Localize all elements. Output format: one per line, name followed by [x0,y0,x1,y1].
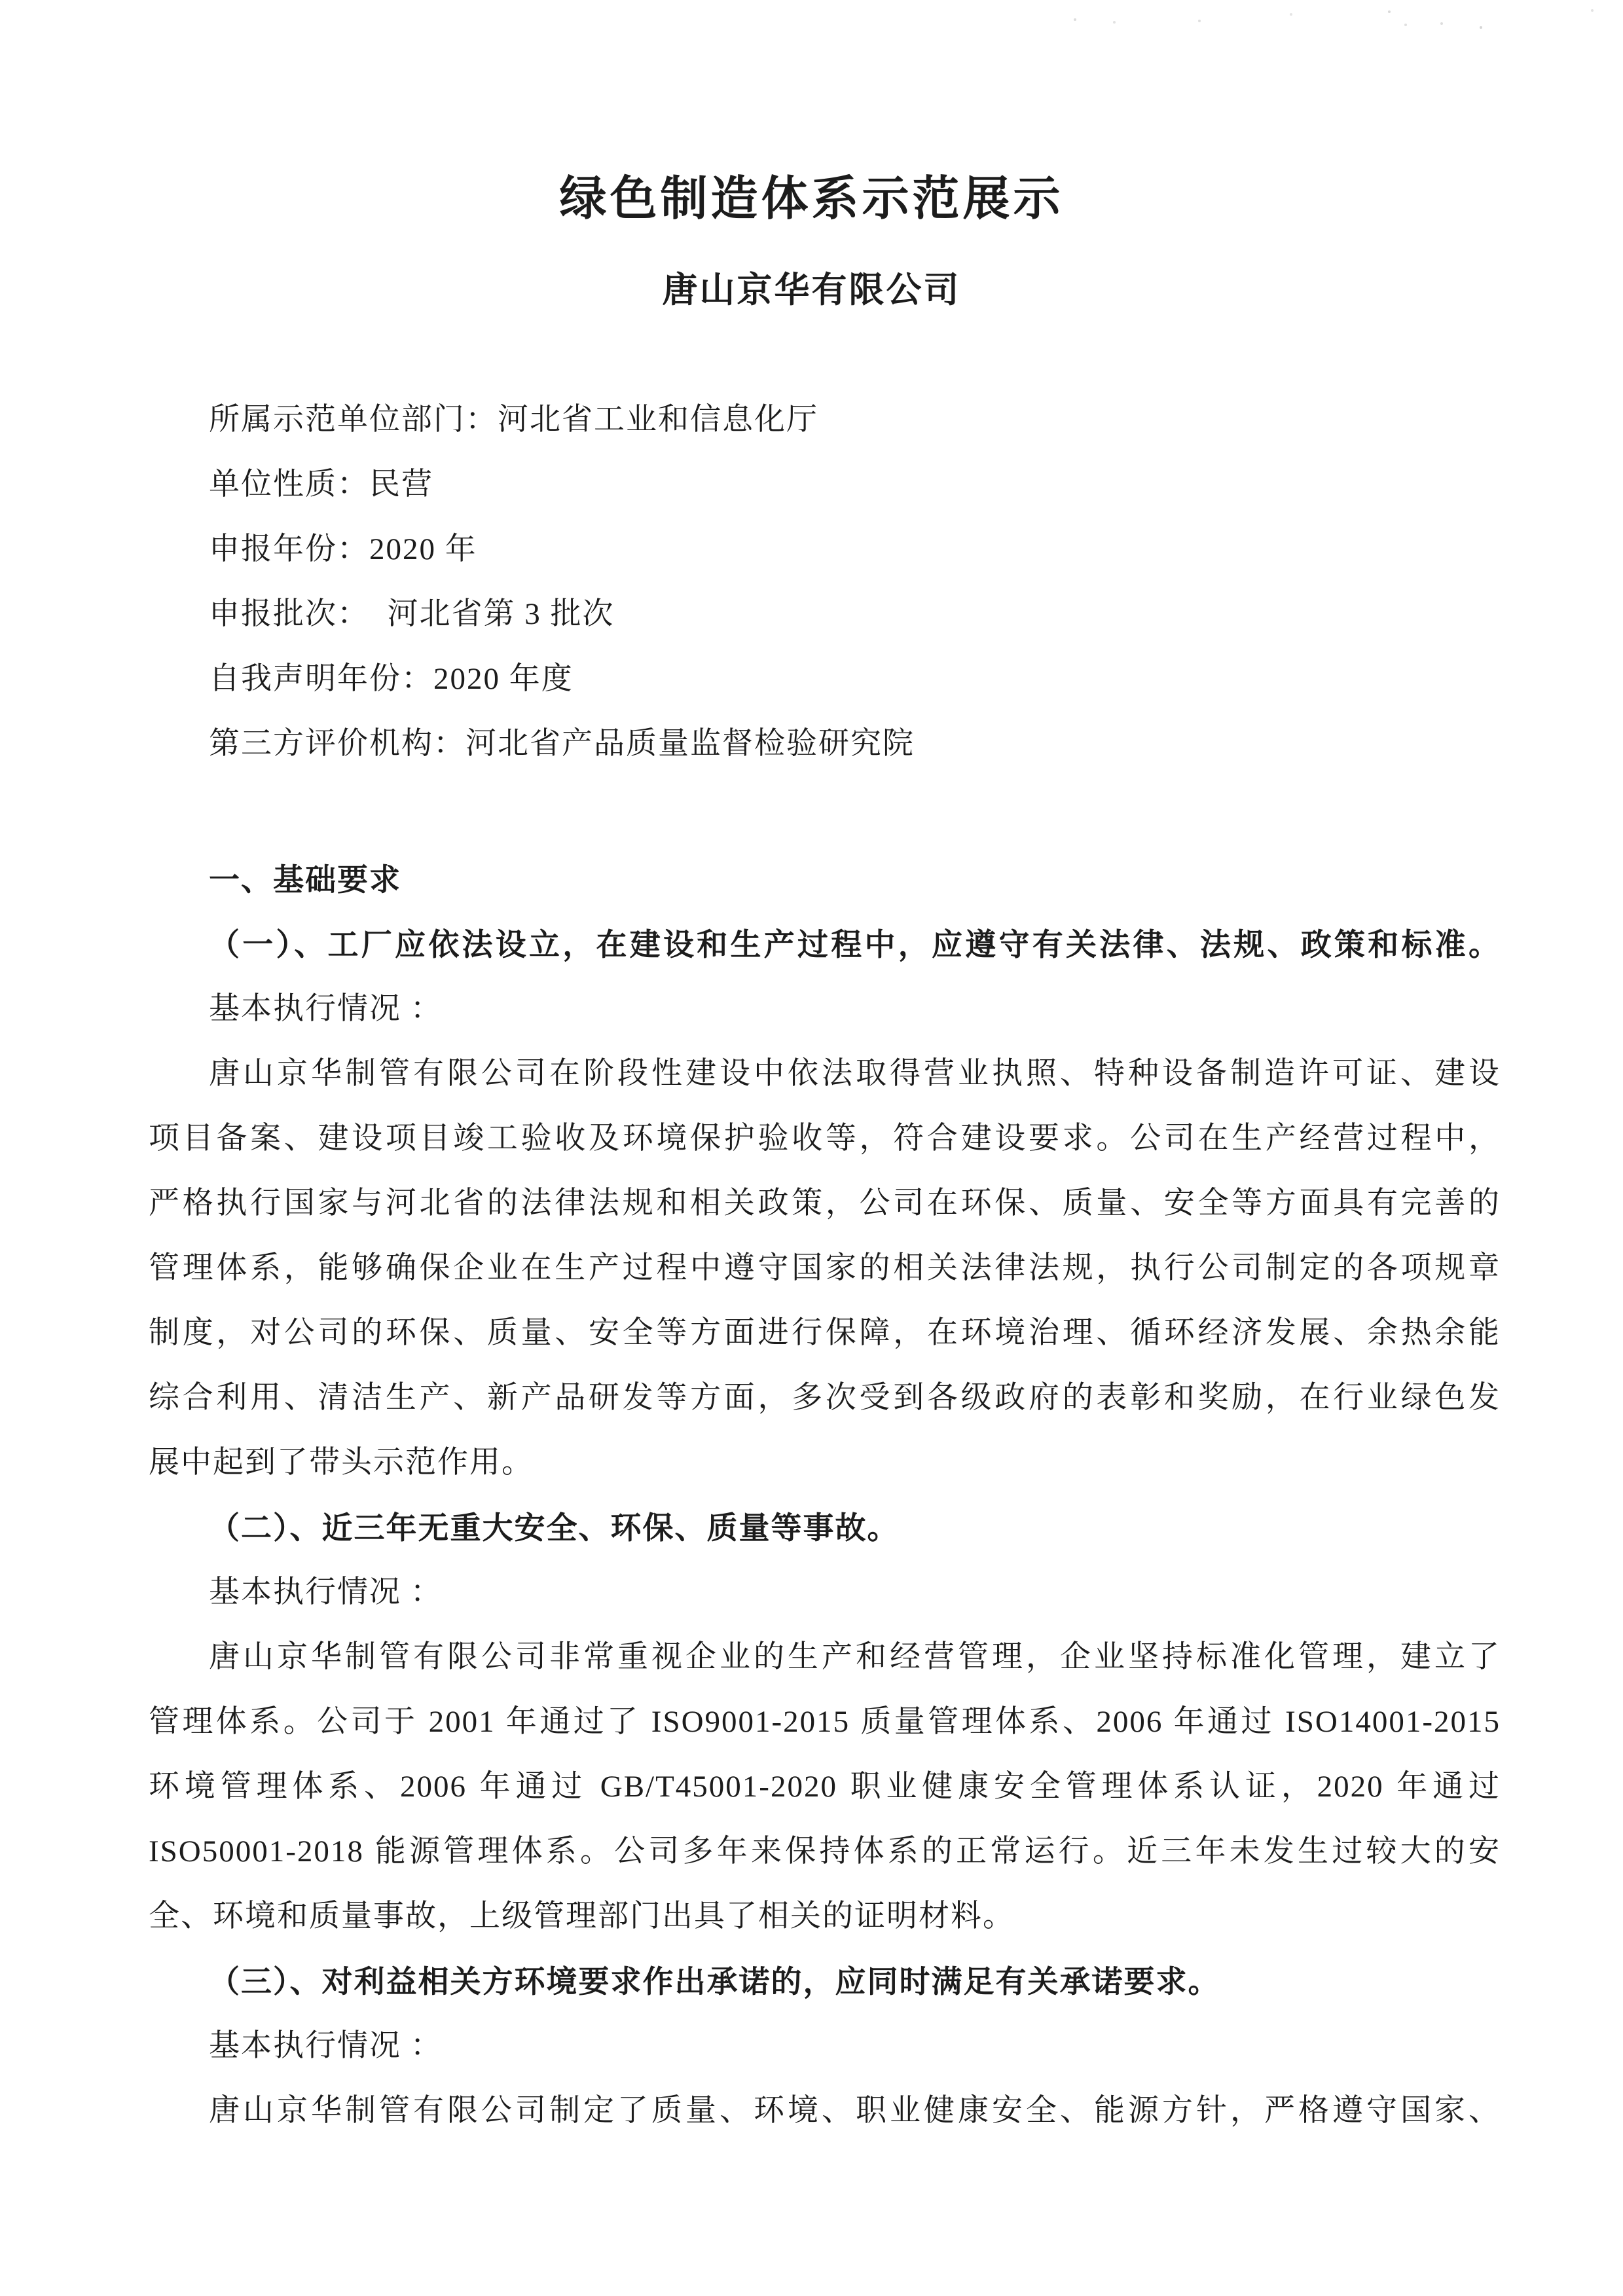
meta-line: 第三方评价机构：河北省产品质量监督检验研究院 [209,727,915,761]
body-line: 全、环境和质量事故，上级管理部门出具了相关的证明材料。 [149,1899,1015,1933]
body-line: 综合利用、清洁生产、新产品研发等方面，多次受到各级政府的表彰和奖励，在行业绿色发 [149,1381,1501,1415]
section-heading: 一、基础要求 [209,862,401,897]
document-title: 绿色制造体系示范展示 [559,173,1064,225]
body-line: ISO50001-2018 能源管理体系。公司多年来保持体系的正常运行。近三年未发生过较大的安 [149,1834,1501,1868]
body-line: 唐山京华制管有限公司制定了质量、环境、职业健康安全、能源方针，严格遵守国家、 [209,2094,1501,2128]
meta-line: 申报批次： 河北省第 3 批次 [209,597,615,631]
execution-status-label: 基本执行情况 ： [209,2029,443,2063]
body-line: 管理体系，能够确保企业在生产过程中遵守国家的相关法律法规，执行公司制定的各项规章 [149,1251,1501,1285]
clause-heading: （一）、工厂应依法设立，在建设和生产过程中，应遵守有关法律、法规、政策和标准。 [209,927,1501,962]
meta-block [0,310,1623,776]
meta-line: 单位性质：民营 [209,467,433,501]
meta-line: 申报年份：2020 年 [209,532,477,566]
scan-noise-specks [1074,18,1076,21]
body-line: 项目备案、建设项目竣工验收及环境保护验收等，符合建设要求。公司在生产经营过程中， [149,1121,1501,1156]
body-line: 唐山京华制管有限公司非常重视企业的生产和经营管理，企业坚持标准化管理，建立了 [209,1640,1501,1674]
meta-line: 自我声明年份：2020 年度 [209,662,574,696]
body-line: 唐山京华制管有限公司在阶段性建设中依法取得营业执照、特种设备制造许可证、建设 [209,1057,1501,1091]
company-name: 唐山京华有限公司 [662,270,961,310]
clause-heading: （二）、近三年无重大安全、环保、质量等事故。 [209,1510,900,1545]
meta-line: 所属示范单位部门：河北省工业和信息化厅 [209,403,818,437]
body-line: 展中起到了带头示范作用。 [149,1446,534,1480]
clause-heading: （三）、对利益相关方环境要求作出承诺的，应同时满足有关承诺要求。 [209,1964,1220,1999]
execution-status-label: 基本执行情况 ： [209,992,443,1026]
body-line: 环境管理体系、2006 年通过 GB/T45001-2020 职业健康安全管理体系认证，2020 年通过 [149,1770,1501,1804]
document-body [0,776,1623,2143]
body-line: 严格执行国家与河北省的法律法规和相关政策，公司在环保、质量、安全等方面具有完善的 [149,1186,1501,1220]
body-line: 制度，对公司的环保、质量、安全等方面进行保障，在环境治理、循环经济发展、余热余能 [149,1316,1501,1350]
body-line: 管理体系。公司于 2001 年通过了 ISO9001-2015 质量管理体系、2006 年通过 ISO14001-2015 [149,1705,1501,1739]
execution-status-label: 基本执行情况 ： [209,1575,443,1609]
